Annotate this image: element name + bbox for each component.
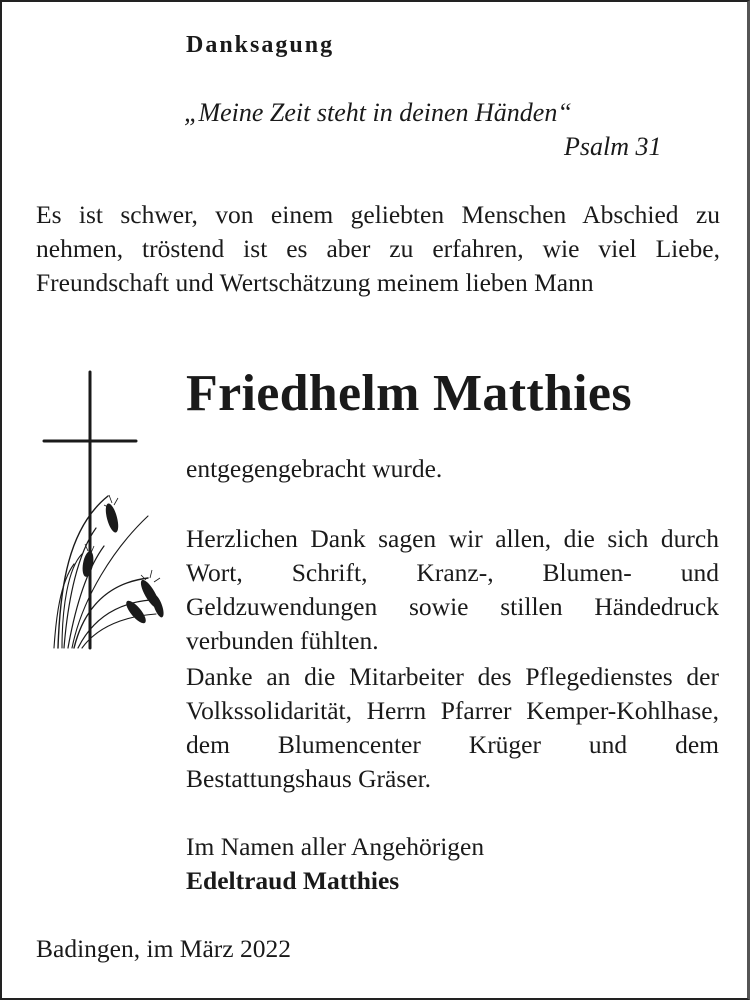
closing-line: Im Namen aller Angehörigen <box>186 832 485 861</box>
quote-text: „Meine Zeit steht in deinen Händen“ <box>184 98 572 127</box>
deceased-name: Friedhelm Matthies <box>186 365 632 422</box>
body-paragraph-1: entgegengebracht wurde. <box>186 454 443 483</box>
cross-with-reeds-icon <box>38 368 178 652</box>
body-paragraph-2: Herzlichen Dank sagen wir allen, die sich durch Wort, Schrift, Kranz-, Blumen- und Geldzuwendungen sowie stillen Händedruck verbunden fühlten. <box>186 524 719 655</box>
body-paragraph-3: Danke an die Mitarbeiter des Pflegedienstes der Volkssolidarität, Herrn Pfarrer Kemper-Kohlhase, dem Blumencenter Krüger und dem Bestattungshaus Gräser. <box>186 662 719 793</box>
signature: Edeltraud Matthies <box>186 866 400 895</box>
place-date: Badingen, im März 2022 <box>36 934 291 963</box>
quote-reference: Psalm 31 <box>564 132 662 161</box>
heading: Danksagung <box>186 32 335 58</box>
intro-paragraph: Es ist schwer, von einem geliebten Menschen Abschied zu nehmen, tröstend ist es aber zu erfahren, wie viel Liebe, Freundschaft und Wertschätzung meinem lieben Mann <box>36 200 720 297</box>
